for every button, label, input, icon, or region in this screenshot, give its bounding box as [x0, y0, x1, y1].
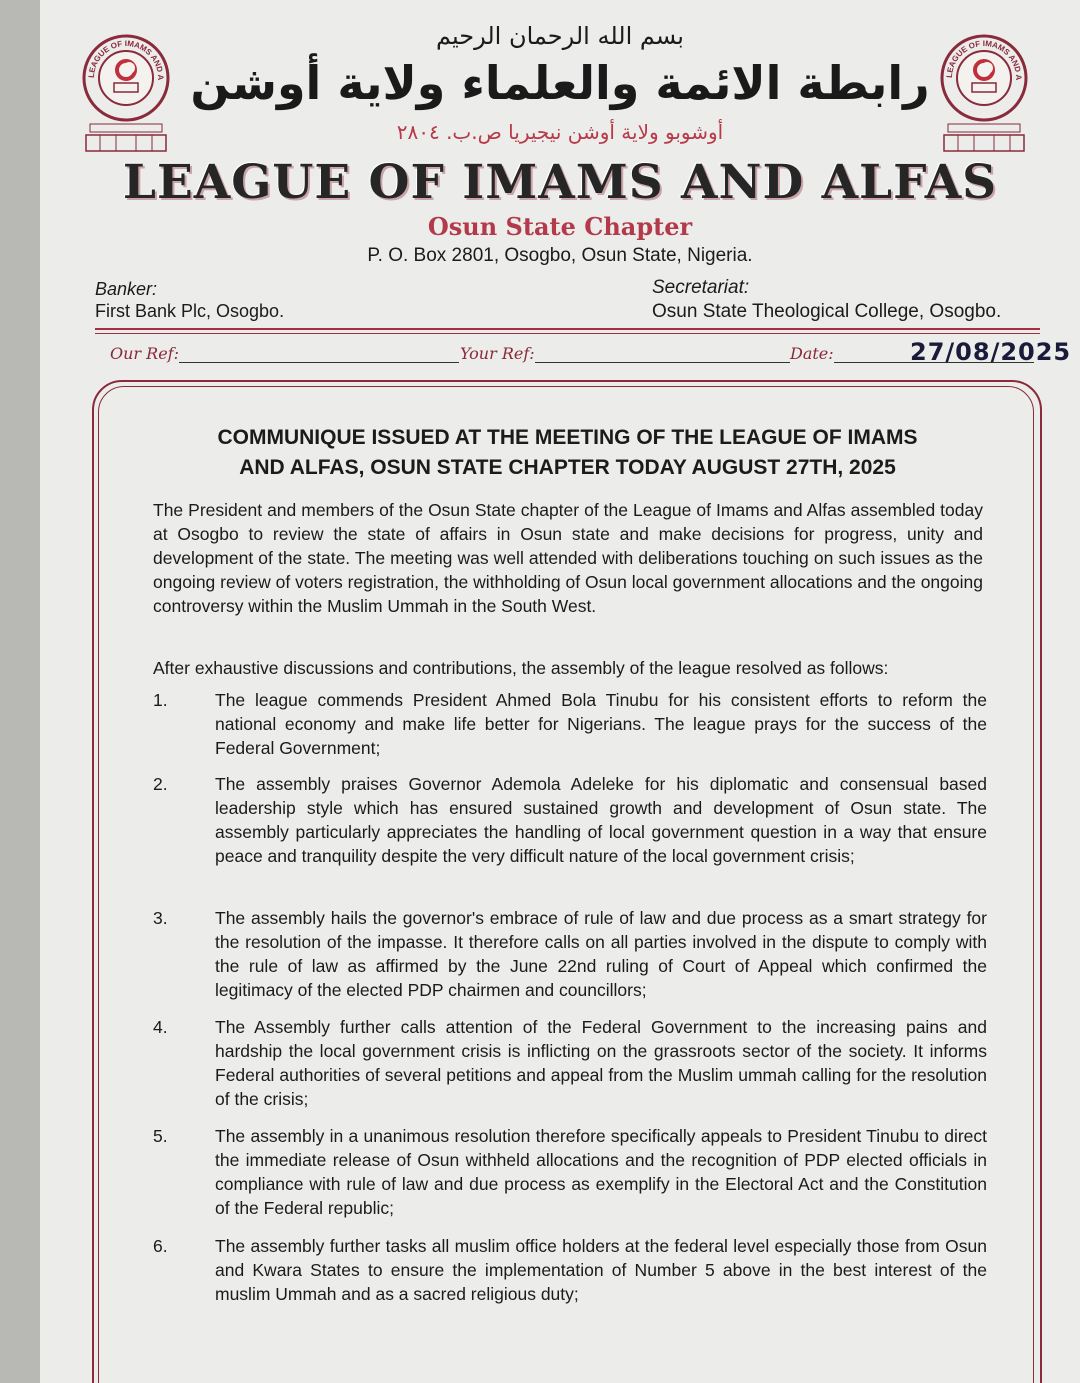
svg-text:LEAGUE OF IMAMS AND ALFAS: LEAGUE OF IMAMS AND A	[86, 38, 166, 81]
resolution-3-number: 3.	[153, 908, 168, 928]
po-box-address: P. O. Box 2801, Osogbo, Osun State, Nigeria.	[367, 245, 753, 266]
resolution-1-text: The league commends President Ahmed Bola Tinubu for his consistent efforts to reform the national economy and make life better for Nigerians. The league prays for the success of the Federal Government;	[215, 690, 987, 758]
banker-value: First Bank Plc, Osogbo.	[95, 301, 285, 321]
banker-block	[95, 278, 284, 322]
resolution-1-number: 1.	[153, 690, 168, 710]
resolution-6-text: The assembly further tasks all muslim office holders at the federal level especially those from Osun and Kwara States to ensure the implementation of Number 5 above in the best interest of the muslim Ummah and as a sacred religious duty;	[215, 1236, 987, 1304]
secretariat-value: Osun State Theological College, Osogbo.	[652, 301, 1002, 322]
arabic-org-title: رابطة الائمة والعلماء ولاية أوشن	[190, 56, 930, 110]
resolution-3-text: The assembly hails the governor's embrace of rule of law and due process as a smart strategy for the resolution of the impasse. It therefore calls on all parties involved in the dispute to comply with the rule of law as affirmed by the June 22nd ruling of Court of Appeal which confirmed the legitimacy of the elected PDP chairmen and councillors;	[215, 908, 987, 1000]
letter-page	[40, 0, 1080, 1383]
resolution-2-number: 2.	[153, 774, 168, 794]
communique-title	[130, 423, 1005, 483]
intro-paragraph: The President and members of the Osun State chapter of the League of Imams and Alfas assembled today at Osogbo to review the state of affairs in Osun state and make decisions for progress, unity and development of the state. The meeting was well attended with deliberations touching on such issues as the ongoing review of voters registration, the withholding of Osun local government allocations and the ongoing controversy within the Muslim Ummah in the South West.	[153, 500, 983, 616]
resolution-4-number: 4.	[153, 1017, 168, 1037]
date-handwritten: 27/08/2025	[910, 338, 1072, 366]
secretariat-block	[652, 276, 1001, 324]
svg-text:LEAGUE OF IMAMS AND ALFAS: LEAGUE OF IMAMS AND A	[944, 38, 1024, 81]
arabic-basmala: بسم الله الرحمان الرحيم	[436, 22, 684, 50]
communique-title-line-2: AND ALFAS, OSUN STATE CHAPTER TODAY AUGUST 27TH, 2025	[239, 456, 896, 479]
header-rule	[95, 328, 1040, 330]
your-ref-label: Your Ref:	[460, 344, 535, 363]
resolution-5-text: The assembly in a unanimous resolution therefore specifically appeals to President Tinubu to direct the immediate release of Osun withheld allocations and the recognition of PDP elected officials in compliance with rule of law and due process as exemplify in the Electoral Act and the Constitution of the Federal republic;	[215, 1126, 987, 1218]
header-rule-thin	[95, 333, 1040, 334]
our-ref-field	[110, 344, 459, 363]
resolution-6-number: 6.	[153, 1236, 168, 1256]
your-ref-line	[535, 348, 790, 363]
resolution-2-text: The assembly praises Governor Ademola Adeleke for his diplomatic and consensual based leadership style which has ensured sustained growth and development of Osun state. The assembly particularly appreciates the handling of local government question in a way that ensure peace and tranquility despite the very difficult nature of the local government crisis;	[215, 774, 987, 866]
date-label: Date:	[790, 344, 834, 363]
org-title: LEAGUE OF IMAMS AND ALFAS	[122, 155, 998, 210]
resolution-lead: After exhaustive discussions and contributions, the assembly of the league resolved as follows:	[153, 658, 889, 678]
banker-label: Banker:	[95, 279, 158, 299]
arabic-address: أوشوبو ولاية أوشن نيجيريا ص.ب. ٢٨٠٤	[396, 120, 724, 144]
chapter-name: Osun State Chapter	[427, 212, 693, 241]
communique-title-line-1: COMMUNIQUE ISSUED AT THE MEETING OF THE LEAGUE OF IMAMS	[217, 426, 918, 449]
resolution-5-number: 5.	[153, 1126, 168, 1146]
our-ref-label: Our Ref:	[110, 344, 179, 363]
reference-row	[110, 338, 1072, 374]
your-ref-field	[460, 344, 790, 363]
resolution-4-text: The Assembly further calls attention of the Federal Government to the increasing pains and hardship the local government crisis is inflicting on the grassroots sector of the society. It informs Federal authorities of several petitions and appeal from the Muslim ummah calling for the resolution of the crisis;	[215, 1017, 987, 1109]
our-ref-line	[179, 348, 459, 363]
secretariat-label: Secretariat:	[652, 277, 750, 298]
